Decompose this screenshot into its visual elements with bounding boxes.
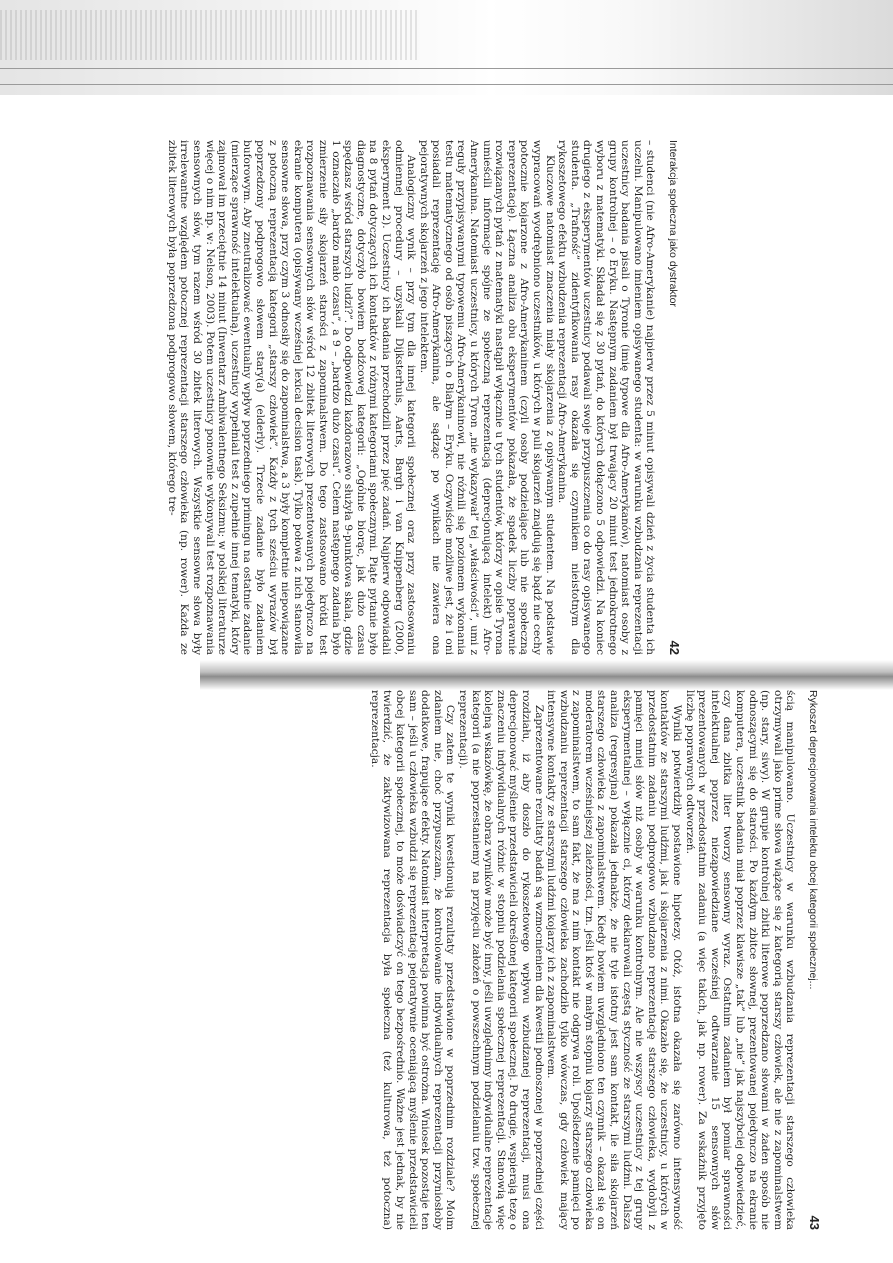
page-43 — [150, 690, 820, 1230]
running-head: Interakcja społeczna jako dystraktor — [667, 140, 679, 307]
page-number: 42 — [667, 640, 682, 655]
paragraph: Czy zatem te wyniki kwestionują rezultaty przedstawione w poprzednim rozdziale? Moim zdaniem nie, choć przypuszczam, że kontrolowanie indywidualnych reprezentacji przyniosłoby dodatkowe, frapujące efekty. Natomiast interpretacja powinna być ostrożna. Wniosek pozostaje ten sam – jeśli u człowieka wzbudzi się reprezentację pejoratywnie oceniającą myślenie przedstawicieli obcej kategorii społecznej, to może doświadczyć on tego bezpośrednio. Ważne jest jednak, by nie twierdzić, że zaktywizowana reprezentacja była społeczna (też kulturowa, też potoczna) reprezentacja. — [368, 690, 457, 1230]
paragraph: Analogiczny wynik – przy tym dla innej kategorii społecznej oraz przy zastosowaniu odmiennej procedury – uzyskali Dijksterhuis, Aarts, Bargh i van Knippenberg (2000, eksperyment 2). Uczestnicy ich badania przechodzili przez pięć zadań. Najpierw odpowiadali na 8 pytań dotyczących ich kontaktów z różnymi kategoriami społecznymi. Piąte pytanie było diagnostyczne, dotyczyło bowiem bodźcowej kategorii: „Ogólnie biorąc, jak dużo czasu spędzasz wśród starszych ludzi?”. Do odpowiedzi każdorazowo służyła 9-punktowa skala, gdzie 1 oznaczało „bardzo mało czasu”, a 9 – „bardzo dużo czasu”. Celem następnego zadania było zmierzenie siły skojarzeń starości z zapominalstwem. Do tego zastosowano krótki test rozpoznawania sensownych słów wśród 12 zbitek literowych prezentowanych pojedynczo na ekranie komputera (opisywany wcześniej lexical decision task). Tylko połowa z nich stanowiła sensowne słowa, przy czym 3 odnosiły się do zapominalstwa, a 3 były kompletnie niepowiązane z potoczną reprezentacją kategorii „starszy człowiek”. Każdy z tych sześciu wyrazów był poprzedzony podprogowo słowem stary(a) (elderly). Trzecie zadanie było zadaniem buforowym. Aby zneutralizować ewentualny wpływ poprzedniego primingu na ostatnie zadanie (mierzące sprawność intelektualną), uczestnicy wypełniali test z zupełnie innej tematyki, który zajmował im przeciętnie 14 minut (Inwentarz Ambiwalentnego Seksizmu; w polskiej literaturze więcej o nim np. w: Nelson, 2003). Potem uczestnicy ponownie wykonywali test rozpoznawania sensownych słów, tym razem wśród 30 zbitek literowych. Wszystkie sensowne słowa były irrelewantne względem potocznej reprezentacji starszego człowieka (np. rower). Każda ze zbitek literowych była poprzedzona podprogowo słowem, którego tre- — [165, 140, 418, 655]
paragraph: Kluczowe natomiast znaczenia miały skojarzenia z opisywanym studentem. Na podstawie wypracowań wyodrębniono uczestników, u których w puli skojarzeń znajdują się bądź nie cechy potocznie kojarzone z Afro-Amerykaninem (czyli osoby podzielające lub nie społeczną reprezentację). Łączna analiza obu eksperymentów pokazała, że spadek liczby poprawnie rozwiązanych pytań z matematyki nastąpił wyłącznie u tych studentów, którzy w opisie Tyrona umieścili informacje spójne ze społeczną reprezentacją (deprecjonującą intelekt) Afro-Amerykanina. Natomiast uczestnicy, u których Tyron „nie wykazywał” tej „właściwości”, umi z reguły przypisywanymi typowemu Afro-Amerykaninowi, nie różnili się poziomem wykonania testu matematycznego od osób piszących o Białym – Eryku. Oczywiście możliwe jest, że i oni posiadali reprezentację Afro-Amerykanina, ale sądząc po wynikach nie zawiera ona pejoratywnych skojarzeń z jego intelektem. — [417, 140, 556, 655]
scan-shadow-top — [0, 0, 893, 95]
scan-line — [0, 68, 893, 69]
paragraph: Zaprezentowane rezultaty badań są wzmocnieniem dla kwestii podnoszonej w poprzedniej części rozdziału, iż aby doszło do rykoszetowego wpływu wzbudzanej reprezentacji, musi ona deprecjonować myślenie przedstawicieli określonej kategorii społecznej. Po drugie, wspierają tezę o znaczeniu indywidualnych różnic w stopniu podzielania społecznej reprezentacji. Stanowią więc kolejną wskazówkę, że obraz wyników może być inny, jeśli uwzględnimy indywidualne reprezentacje kategorii (a nie poprzestaniemy na przyjęciu założeń o powszechnym podzielaniu tzw. społecznej reprezentacji). — [456, 690, 545, 1231]
page-number: 43 — [807, 1215, 822, 1230]
paragraph: – studenci (nie Afro-Amerykanie) najpierw przez 5 minut opisywali dzień z życia studenta ich uczelni. Manipulowano imieniem opisywanego studenta: w warunku wzbudzania reprezentacji uczestnicy badania pisali o Tyronie (imię typowe dla Afro-Amerykanów), natomiast osoby z grupy kontrolnej – o Eryku. Następnym zadaniem był trwający 20 minut test jednokrotnego wyboru z matematyki. Składał się z 30 pytań, do których dołączono 5 odpowiedzi. Na koniec drugiego z eksperymentów uczestnicy podawali swoje przypuszczenia co do rasy opisywanego studenta. „Trafność” zidentyfikowania rasy okazała się czynnikiem nieistotnym dla rykoszetowego efektu wzbudzenia reprezentacji Afro-Amerykanina. — [556, 140, 657, 655]
book-fold-shadow — [200, 660, 893, 690]
page-header — [666, 140, 680, 655]
running-head: Rykoszet deprecjonowania intelektu obcej kategorii społecznej... — [807, 690, 819, 990]
paragraph: ścią manipulowano. Uczestnicy w warunku wzbudzania reprezentacji starszego człowieka otrzymywali jako prime słowa wiążące się z kategorią starszy człowiek, ale nie z zapominalstwem (np. stary, siwy). W grupie kontrolnej zbitki literowe poprzedzano słowami w żaden sposób nie odnoszącymi się do starości. Po każdym zbitce słownej, prezentowanej pojedynczo na ekranie komputera, uczestnik badania miał poprzez klawisze „tak” lub „nie” jak najszybciej odpowiedzieć, czy dana zbitka liter tworzy sensowny wyraz. Ostatnim zadaniem był pomiar sprawności intelektualnej poprzez nieząpowiedziane wcześniej odtwarzanie 15 sensownych słów prezentowanych w przedostatnim zadaniu (a więc takich, jak np. rower). Za wskaźnik przyjęto liczbę poprawnych odtworzeń. — [683, 690, 797, 1230]
page-header — [806, 690, 820, 1230]
paragraph: Wyniki potwierdziły postawione hipotezy. Otóż, istotna okazała się zarówno intensywność kontaktów ze starszymi ludźmi, jak i skojarzenia z nimi. Okazało się, że uczestnicy, u których w przedostatnim zadaniu podprogowo wzbudzano reprezentację starszego człowieka, wydobyli z pamięci mniej słów niż osoby w warunku kontrolnym. Ale nie wszyscy uczestnicy z tej grupy eksperymentalnej – wyłącznie ci, którzy deklarowali częstą styczność ze starszymi ludźmi. Dalsza analiza (regresyjna) pokazała jednakże, że nie tyle istotny jest sam kontakt, ile siła skojarzeń starszego człowieka z zapominalstwem. Kiedy bowiem uwzględniono ten czynnik – okazał się on moderatorem wcześniejszej zależności, tzn. jeśli ktoś w małym stopniu kojarzy starszego człowieka z zapominalstwem, to sam fakt, że ma z nim kontakt nie odgrywa roli. Upośledzenie pamięci po wzbudzaniu reprezentacji starszego człowieka zachodziło tylko wówczas, gdy człowiek mający intensywne kontakty ze starszymi ludźmi kojarzy ich z zapominalstwem. — [545, 690, 684, 1230]
page-42 — [25, 140, 680, 655]
scan-line — [0, 84, 893, 85]
